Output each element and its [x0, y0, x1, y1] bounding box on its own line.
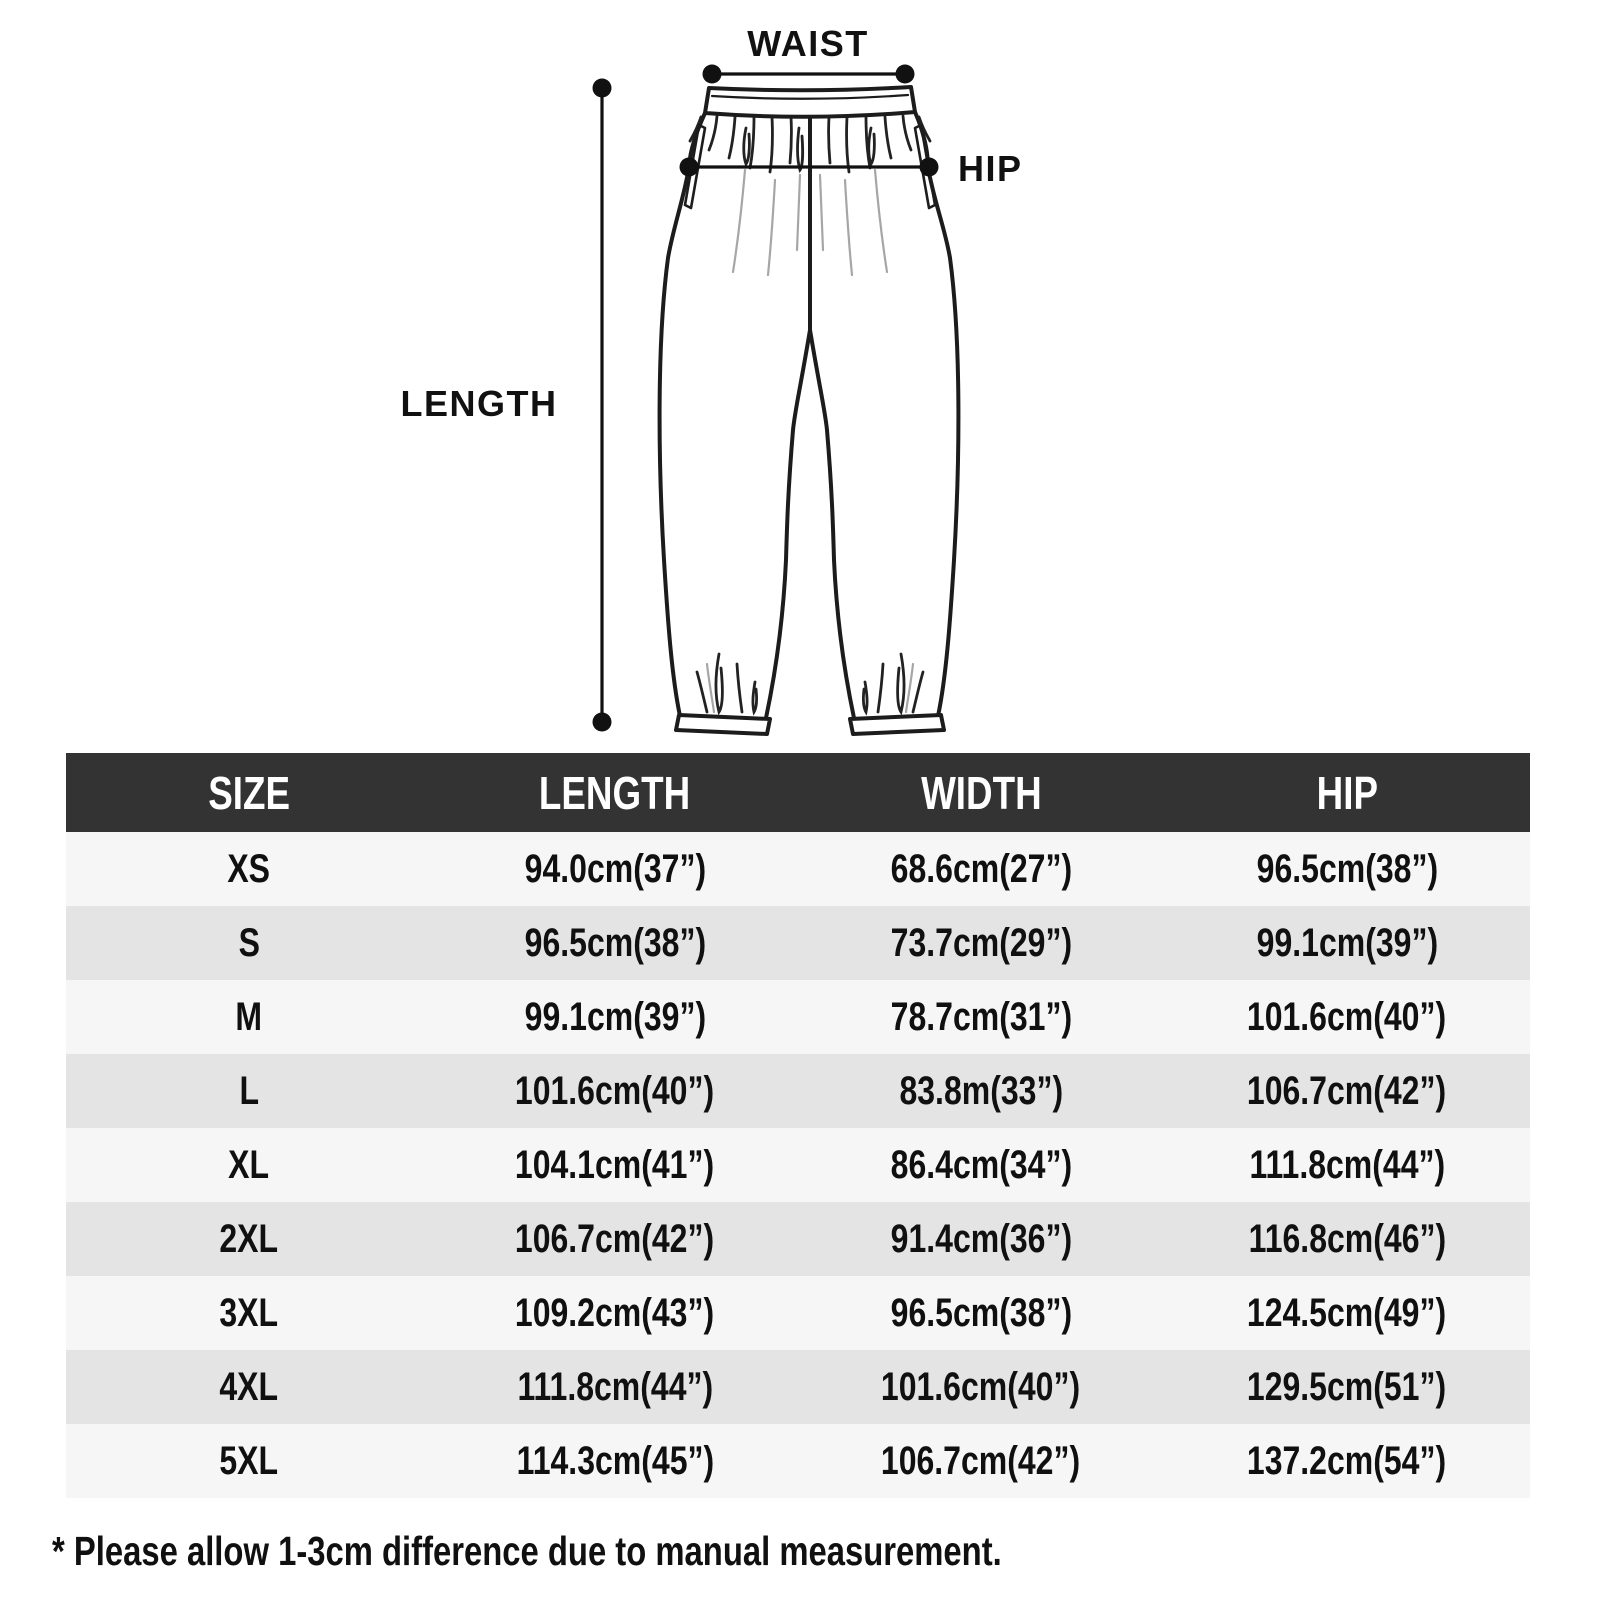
length-value: 109.2cm(43”)	[515, 1290, 715, 1335]
hip-value: 116.8cm(46”)	[1248, 1216, 1446, 1261]
size-value: 4XL	[219, 1364, 279, 1409]
waist-measure	[703, 23, 915, 84]
size-value: 3XL	[219, 1290, 279, 1335]
length-value: 111.8cm(44”)	[517, 1364, 713, 1409]
size-value: L	[239, 1068, 259, 1113]
size-cell	[66, 1128, 432, 1202]
table-row	[66, 1276, 1530, 1350]
width-cell	[798, 1424, 1164, 1498]
header-label-size: SIZE	[208, 766, 290, 819]
width-cell	[798, 1054, 1164, 1128]
header-cell-hip	[1164, 753, 1530, 832]
length-value: 99.1cm(39”)	[524, 994, 706, 1039]
size-cell	[66, 1276, 432, 1350]
size-cell	[66, 832, 432, 906]
hip-cell	[1164, 1128, 1530, 1202]
width-value: 86.4cm(34”)	[890, 1142, 1072, 1187]
disclaimer-text: * Please allow 1-3cm difference due to manual measurement.	[52, 1528, 1002, 1574]
width-cell	[798, 1276, 1164, 1350]
size-cell	[66, 906, 432, 980]
width-cell	[798, 906, 1164, 980]
length-value: 106.7cm(42”)	[515, 1216, 715, 1261]
hip-cell	[1164, 906, 1530, 980]
header-label-hip: HIP	[1316, 766, 1378, 819]
ankle-wrinkles	[697, 654, 923, 712]
header-cell-width	[798, 753, 1164, 832]
width-cell	[798, 980, 1164, 1054]
header-label-width: WIDTH	[920, 766, 1042, 819]
length-value: 104.1cm(41”)	[515, 1142, 715, 1187]
length-cell	[432, 1202, 798, 1276]
size-cell	[66, 1054, 432, 1128]
width-cell	[798, 1350, 1164, 1424]
size-cell	[66, 980, 432, 1054]
table-row	[66, 1202, 1530, 1276]
size-cell	[66, 1202, 432, 1276]
hip-label: HIP	[958, 148, 1023, 189]
table-row	[66, 1424, 1530, 1498]
length-cell	[432, 1054, 798, 1128]
width-cell	[798, 1202, 1164, 1276]
table-row	[66, 980, 1530, 1054]
length-value: 96.5cm(38”)	[524, 920, 706, 965]
width-value: 78.7cm(31”)	[890, 994, 1072, 1039]
size-table	[66, 753, 1530, 1498]
width-value: 83.8m(33”)	[899, 1068, 1063, 1113]
header-label-length: LENGTH	[539, 766, 691, 819]
length-measure	[401, 79, 612, 732]
hip-value: 96.5cm(38”)	[1256, 846, 1438, 891]
length-cell	[432, 980, 798, 1054]
width-value: 68.6cm(27”)	[890, 846, 1072, 891]
size-value: M	[235, 994, 263, 1039]
table-row	[66, 832, 1530, 906]
width-value: 73.7cm(29”)	[890, 920, 1072, 965]
size-value: XL	[228, 1142, 270, 1187]
width-cell	[798, 832, 1164, 906]
width-value: 101.6cm(40”)	[881, 1364, 1081, 1409]
size-value: 2XL	[219, 1216, 279, 1261]
measurement-disclaimer	[52, 1528, 1552, 1575]
table-row	[66, 1350, 1530, 1424]
hip-value: 137.2cm(54”)	[1247, 1438, 1447, 1483]
waist-label: WAIST	[747, 23, 869, 64]
hip-value: 101.6cm(40”)	[1247, 994, 1447, 1039]
width-cell	[798, 1128, 1164, 1202]
length-cell	[432, 1276, 798, 1350]
cuffs	[676, 715, 944, 734]
width-value: 106.7cm(42”)	[881, 1438, 1081, 1483]
hip-cell	[1164, 1202, 1530, 1276]
size-cell	[66, 1424, 432, 1498]
width-value: 91.4cm(36”)	[890, 1216, 1072, 1261]
length-cell	[432, 906, 798, 980]
length-value: 94.0cm(37”)	[524, 846, 706, 891]
length-value: 101.6cm(40”)	[515, 1068, 715, 1113]
waistband	[705, 87, 915, 117]
hip-cell	[1164, 1054, 1530, 1128]
table-row	[66, 1128, 1530, 1202]
table-header-row	[66, 753, 1530, 832]
table-row	[66, 906, 1530, 980]
size-value: S	[238, 920, 260, 965]
hip-value: 99.1cm(39”)	[1256, 920, 1438, 965]
size-value: 5XL	[219, 1438, 279, 1483]
length-cell	[432, 1424, 798, 1498]
pants-line-art	[0, 0, 1600, 745]
table-row	[66, 1054, 1530, 1128]
pants-outline	[660, 112, 959, 718]
hip-cell	[1164, 1276, 1530, 1350]
size-value: XS	[227, 846, 271, 891]
size-cell	[66, 1350, 432, 1424]
header-cell-size	[66, 753, 432, 832]
length-value: 114.3cm(45”)	[516, 1438, 714, 1483]
hip-value: 124.5cm(49”)	[1247, 1290, 1447, 1335]
header-cell-length	[432, 753, 798, 832]
length-cell	[432, 832, 798, 906]
length-cell	[432, 1350, 798, 1424]
length-cell	[432, 1128, 798, 1202]
hip-value: 111.8cm(44”)	[1249, 1142, 1445, 1187]
hip-value: 106.7cm(42”)	[1247, 1068, 1447, 1113]
hip-value: 129.5cm(51”)	[1247, 1364, 1447, 1409]
length-label: LENGTH	[400, 383, 558, 424]
hip-cell	[1164, 980, 1530, 1054]
hip-cell	[1164, 832, 1530, 906]
width-value: 96.5cm(38”)	[890, 1290, 1072, 1335]
hip-cell	[1164, 1424, 1530, 1498]
pants-measurement-diagram	[0, 0, 1600, 745]
hip-cell	[1164, 1350, 1530, 1424]
